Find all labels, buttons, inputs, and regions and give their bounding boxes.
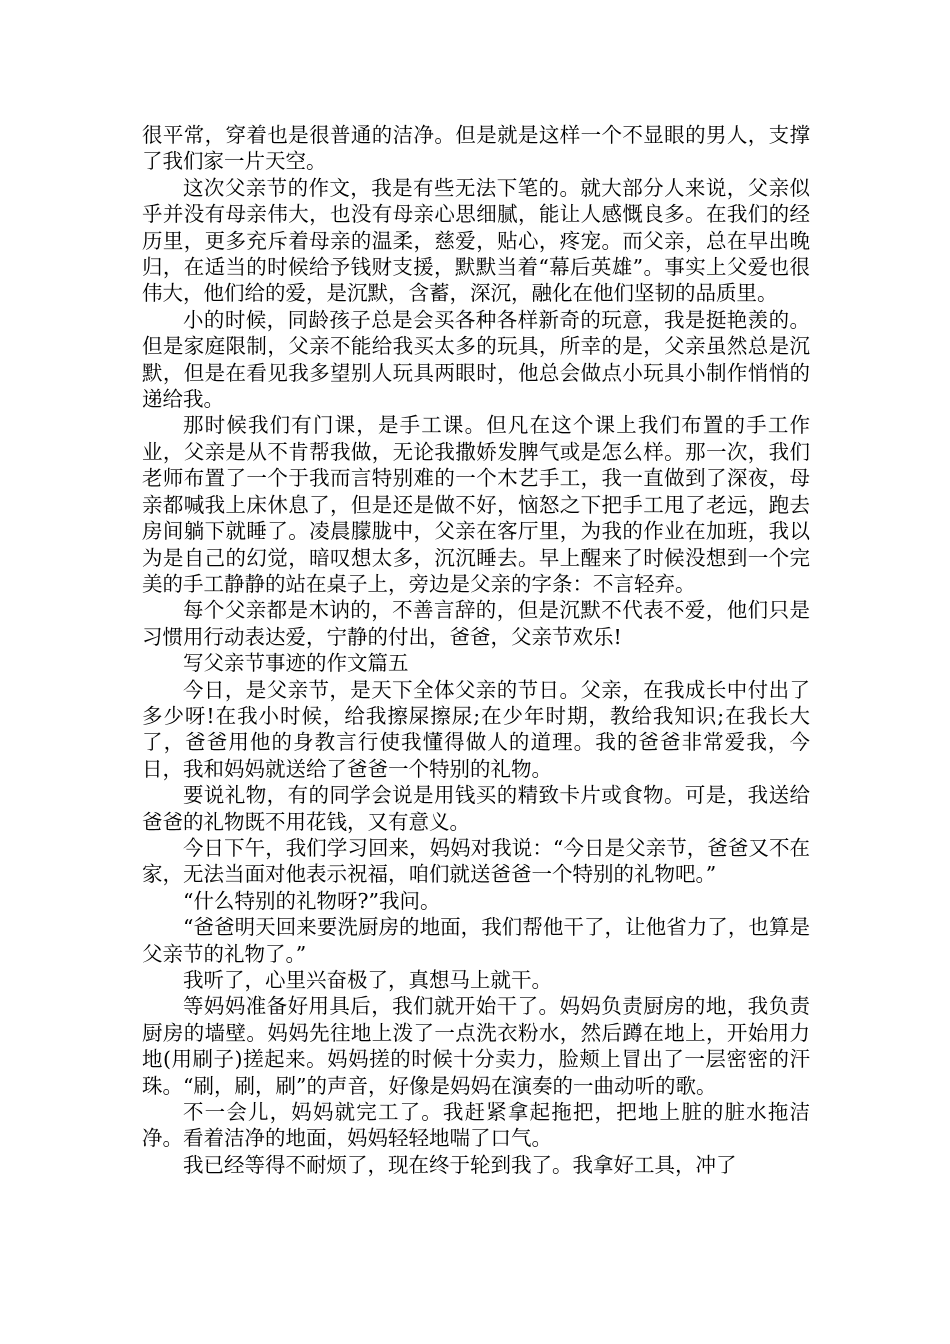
paragraph: 今日下午，我们学习回来，妈妈对我说：“今日是父亲节，爸爸又不在家，无法当面对他表示祝福，咱们就送爸爸一个特别的礼物吧。” [142,835,810,887]
paragraph: 每个父亲都是木讷的，不善言辞的，但是沉默不代表不爱，他们只是习惯用行动表达爱，宁静的付出，爸爸，父亲节欢乐! [142,598,810,649]
paragraph: 不一会儿，妈妈就完工了。我赶紧拿起拖把，把地上脏的脏水拖洁净。看着洁净的地面，妈妈轻轻地喘了口气。 [142,1100,810,1151]
paragraph: 我听了，心里兴奋极了，真想马上就干。 [183,968,552,992]
paragraph: 那时候我们有门课，是手工课。但凡在这个课上我们布置的手工作业，父亲是从不肯帮我做，无论我撒娇发脾气或是怎么样。那一次，我们老师布置了一个于我而言特别难的一个木艺手工，我一直做到了深夜，母亲都喊我上床休息了，但是还是做不好，恼怒之下把手工甩了老远，跑去房间躺下就睡了。凌晨朦胧中，父亲在客厅里，为我的作业在加班，我以为是自己的幻觉，暗叹想太多，沉沉睡去。早上醒来了时候没想到一个完美的手工静静的站在桌子上，旁边是父亲的字条：不言轻弃。 [142,413,810,596]
paragraph: 等妈妈准备好用具后，我们就开始干了。妈妈负责厨房的地，我负责厨房的墙壁。妈妈先往地上泼了一点洗衣粉水，然后蹲在地上，开始用力地(用刷子)搓起来。妈妈搓的时候十分卖力，脸颊上冒出了一层密密的汗珠。“刷，刷，刷”的声音，好像是妈妈在演奏的一曲动听的歌。 [142,994,810,1098]
paragraph: 我已经等得不耐烦了，现在终于轮到我了。我拿好工具，冲了 [183,1152,737,1177]
paragraph: 很平常，穿着也是很普通的洁净。但是就是这样一个不显眼的男人，支撑了我们家一片天空。 [142,123,810,174]
document-page [142,122,810,1178]
paragraph: 今日，是父亲节，是天下全体父亲的节日。父亲，在我成长中付出了多少呀!在我小时候，给我擦屎擦尿;在少年时期，教给我知识;在我长大了，爸爸用他的身教言行使我懂得做人的道理。我的爸爸非常爱我，今日，我和妈妈就送给了爸爸一个特别的礼物。 [142,677,810,781]
section-heading: 写父亲节事迹的作文篇五 [183,651,409,676]
paragraph: “爸爸明天回来要洗厨房的地面，我们帮他干了，让他省力了，也算是父亲节的礼物了。” [142,915,810,966]
paragraph: 小的时候，同龄孩子总是会买各种各样新奇的玩意，我是挺艳羡的。但是家庭限制，父亲不能给我买太多的玩具，所幸的是，父亲虽然总是沉默，但是在看见我多望别人玩具两眼时，他总会做点小玩具小制作悄悄的递给我。 [142,307,810,412]
paragraph: “什么特别的礼物呀?”我问。 [183,888,441,913]
paragraph: 要说礼物，有的同学会说是用钱买的精致卡片或食物。可是，我送给爸爸的礼物既不用花钱，又有意义。 [142,783,810,834]
paragraph: 这次父亲节的作文，我是有些无法下笔的。就大部分人来说，父亲似乎并没有母亲伟大，也没有母亲心思细腻，能让人感慨良多。在我们的经历里，更多充斥着母亲的温柔，慈爱，贴心，疼宠。而父亲，总在早出晚归，在适当的时候给予钱财支援，默默当着“幕后英雄”。事实上父爱也很伟大，他们给的爱，是沉默，含蓄，深沉，融化在他们坚韧的品质里。 [142,175,810,306]
